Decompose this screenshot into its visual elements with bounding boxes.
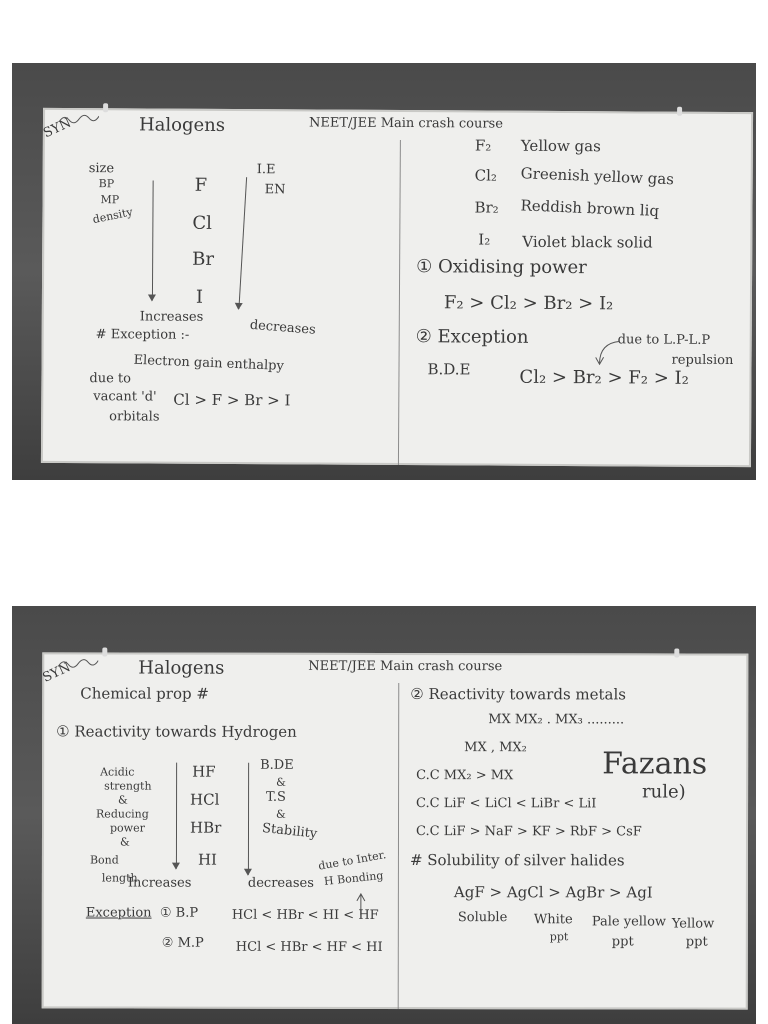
state-formula: Br₂	[474, 198, 499, 217]
exception-heading: ② Exception	[415, 326, 529, 348]
right-prop-label: &	[276, 775, 286, 789]
prop-mp: MP	[100, 193, 120, 207]
hbond-reason: due to Inter.	[317, 848, 388, 873]
exception-heading: Exception	[85, 905, 152, 921]
element-f: F	[194, 174, 208, 196]
exception-heading: # Exception :-	[95, 327, 190, 343]
wavy-underline	[58, 658, 98, 668]
board-title: Halogens	[138, 657, 225, 679]
ege-label: Electron gain enthalpy	[133, 352, 285, 374]
cc-comparison: C.C MX₂ > MX	[416, 768, 514, 784]
down-arrow	[152, 181, 154, 301]
right-prop-label: T.S	[266, 789, 286, 805]
board-divider	[398, 683, 400, 1009]
hbond-reason: H Bonding	[323, 868, 385, 888]
hydride-hcl: HCl	[190, 790, 220, 809]
prop-label: Bond	[89, 853, 119, 867]
course-title: NEET/JEE Main crash course	[308, 115, 503, 132]
prop-label: length	[101, 871, 138, 885]
label-increases: Increases	[127, 875, 192, 891]
prop-label: strength	[104, 779, 152, 793]
oxidising-order: F₂ > Cl₂ > Br₂ > I₂	[443, 292, 614, 315]
vacant-d-text: vacant 'd'	[93, 389, 157, 405]
bde-label: B.D.E	[427, 360, 471, 379]
course-title: NEET/JEE Main crash course	[308, 658, 503, 675]
board-clip	[674, 648, 679, 657]
oxidising-heading: ① Oxidising power	[416, 256, 587, 279]
cc-comparison: C.C LiF > NaF > KF > RbF > CsF	[415, 824, 642, 840]
agbr-color: Pale yellow	[591, 914, 667, 930]
syn-tag: SYN	[40, 660, 73, 686]
prop-label: &	[119, 835, 130, 849]
element-br: Br	[192, 248, 215, 270]
prop-label: &	[118, 793, 128, 807]
mp-label: ② M.P	[161, 935, 204, 951]
hydride-hf: HF	[192, 762, 216, 781]
orbitals-text: orbitals	[109, 409, 160, 425]
board-clip	[677, 107, 682, 116]
fazans-rule-label: Fazans	[602, 746, 708, 782]
ppt-label: ppt	[611, 934, 634, 950]
agi-color: Yellow	[671, 916, 715, 932]
whiteboard-bottom	[42, 652, 749, 1009]
cc-comparison: C.C LiF < LiCl < LiBr < LiI	[416, 796, 597, 812]
prop-label: Reducing	[96, 807, 149, 821]
right-prop-label: B.DE	[260, 757, 294, 773]
state-formula: Cl₂	[474, 166, 498, 185]
prop-bp: BP	[98, 177, 115, 191]
mx-row: MX MX₂ . MX₃ .........	[488, 712, 625, 728]
curved-arrow	[596, 337, 622, 365]
right-prop-label: &	[276, 807, 286, 821]
down-arrow	[248, 763, 249, 875]
ege-order: Cl > F > Br > I	[173, 390, 291, 410]
whiteboard-photo-top	[12, 63, 756, 480]
hydride-hbr: HBr	[189, 818, 222, 837]
board-divider	[398, 140, 401, 465]
state-desc: Yellow gas	[520, 136, 601, 156]
board-clip	[103, 103, 108, 112]
syn-tag: SYN	[41, 115, 74, 142]
mp-order: HCl < HBr < HF < HI	[235, 939, 383, 955]
soluble-label: Soluble	[457, 910, 508, 926]
label-increases: Increases	[139, 309, 204, 325]
fazans-rule-label: rule)	[642, 781, 686, 803]
state-desc: Reddish brown liq	[520, 196, 660, 221]
state-formula: I₂	[478, 230, 491, 249]
ppt-label: ppt	[549, 930, 569, 944]
state-formula: F₂	[474, 136, 492, 155]
solubility-heading: # Solubility of silver halides	[409, 851, 625, 870]
prop-size: size	[88, 161, 115, 177]
prop-label: power	[109, 821, 145, 835]
down-arrow	[176, 763, 177, 869]
state-desc: Greenish yellow gas	[520, 164, 675, 189]
hydride-hi: HI	[197, 850, 217, 869]
whiteboard-photo-bottom	[12, 606, 756, 1024]
board-title: Halogens	[138, 114, 226, 136]
down-arrow	[238, 177, 247, 309]
label-decreases: decreases	[247, 875, 314, 891]
chem-prop-heading: Chemical prop #	[80, 684, 209, 703]
silver-halide-order: AgF > AgCl > AgBr > AgI	[453, 883, 653, 902]
bde-order: Cl₂ > Br₂ > F₂ > I₂	[519, 366, 689, 389]
repulsion-reason: due to L.P-L.P	[617, 332, 711, 348]
mx-row: MX , MX₂	[464, 740, 527, 756]
right-prop-label: Stability	[261, 820, 318, 842]
whiteboard-top	[41, 108, 753, 467]
reactivity-hydrogen-heading: ① Reactivity towards Hydrogen	[56, 722, 297, 741]
reactivity-metals-heading: ② Reactivity towards metals	[410, 685, 627, 704]
label-en: EN	[264, 182, 286, 198]
label-ie: I.E	[256, 162, 276, 178]
bp-label: ① B.P	[159, 905, 199, 921]
state-desc: Violet black solid	[522, 232, 653, 252]
board-clip	[102, 647, 107, 656]
wavy-underline	[59, 114, 99, 124]
repulsion-reason: repulsion	[671, 352, 734, 369]
prop-label: Acidic	[100, 765, 135, 779]
label-decreases: decreases	[249, 317, 317, 338]
element-i: I	[195, 286, 204, 308]
due-to-text: due to	[89, 371, 132, 387]
bp-order: HCl < HBr < HI < HF	[231, 907, 379, 923]
agcl-color: White	[533, 912, 573, 928]
prop-density: density	[91, 205, 134, 227]
ppt-label: ppt	[685, 934, 708, 950]
element-cl: Cl	[192, 212, 212, 234]
